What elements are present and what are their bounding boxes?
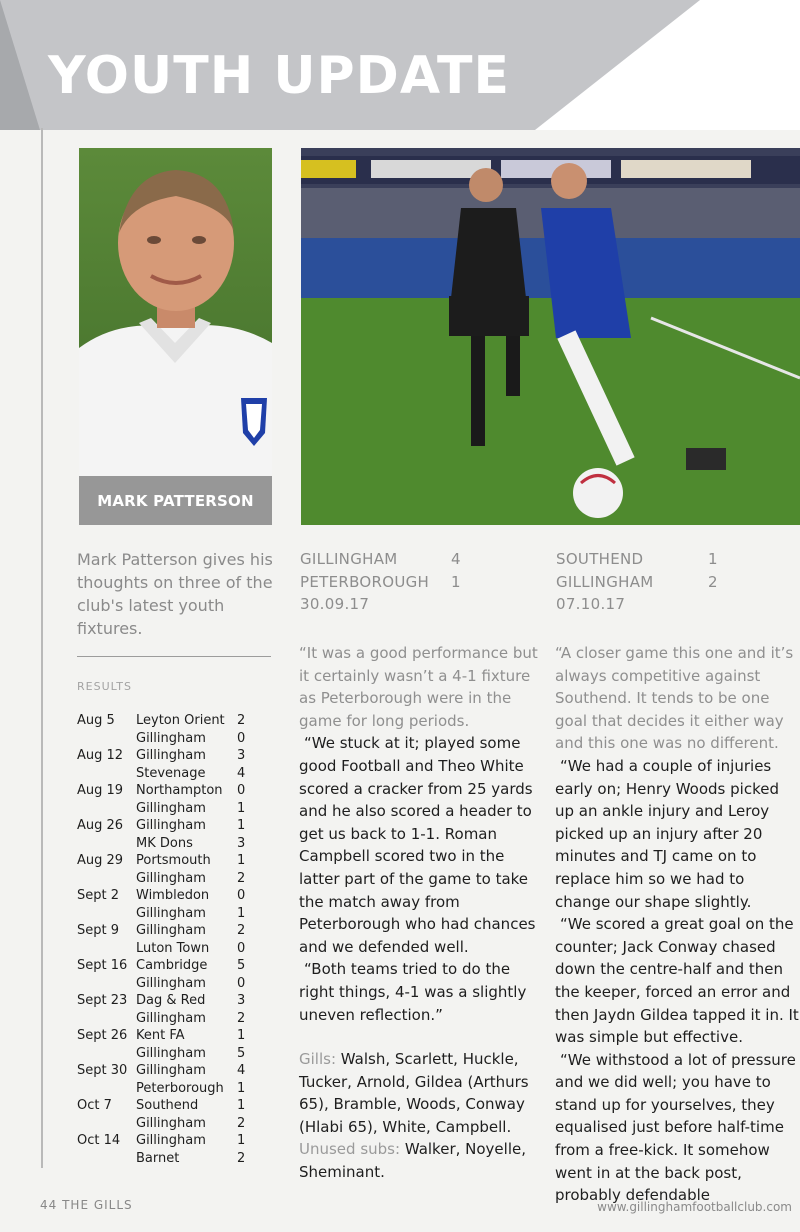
result-row xyxy=(77,887,277,905)
fixture2-home-score: 1 xyxy=(708,550,718,568)
result-row xyxy=(77,922,277,940)
result-away-team: Gillingham xyxy=(136,1115,206,1131)
fixture1-lineup xyxy=(299,1048,547,1184)
result-away-score: 1 xyxy=(237,800,246,816)
result-away-team: Gillingham xyxy=(136,800,206,816)
fixture1-away-team: PETERBOROUGH xyxy=(300,572,430,591)
website-url: www.gillinghamfootballclub.com xyxy=(597,1200,792,1214)
result-home-team: Kent FA xyxy=(136,1028,185,1043)
fixture1-lead-quote: “It was a good performance but it certainly wasn’t a 4-1 fixture as Peterborough were in the game for long periods. xyxy=(299,644,538,730)
result-row-away xyxy=(77,1080,277,1098)
result-home-score: 1 xyxy=(237,1028,246,1043)
fixture2-header xyxy=(556,548,726,613)
result-away-score: 0 xyxy=(237,975,246,991)
result-row xyxy=(77,747,277,765)
result-date: Aug 19 xyxy=(77,783,124,798)
result-row xyxy=(77,1027,277,1045)
page-title: YOUTH UPDATE xyxy=(48,46,511,106)
intro-text: Mark Patterson gives his thoughts on three of the club's latest youth fixtures. xyxy=(77,550,273,638)
result-away-team: Barnet xyxy=(136,1150,180,1166)
result-row xyxy=(77,1132,277,1150)
result-away-score: 4 xyxy=(237,765,246,781)
result-row-away xyxy=(77,975,277,993)
result-row xyxy=(77,1062,277,1080)
result-home-score: 3 xyxy=(237,748,246,763)
result-home-team: Northampton xyxy=(136,783,223,798)
fixture1-header xyxy=(300,548,470,613)
result-row xyxy=(77,712,277,730)
mark-patterson-photo xyxy=(79,148,272,525)
result-away-score: 5 xyxy=(237,1045,246,1061)
result-row xyxy=(77,817,277,835)
result-home-score: 3 xyxy=(237,993,246,1008)
result-home-team: Dag & Red xyxy=(136,993,206,1008)
fixture2-date: 07.10.17 xyxy=(556,595,626,613)
result-row-away xyxy=(77,940,277,958)
result-away-score: 1 xyxy=(237,1080,246,1096)
result-away-team: Stevenage xyxy=(136,765,206,781)
result-row xyxy=(77,852,277,870)
result-date: Sept 26 xyxy=(77,1028,128,1043)
result-home-team: Wimbledon xyxy=(136,888,210,903)
result-row xyxy=(77,957,277,975)
result-row-away xyxy=(77,905,277,923)
result-away-score: 2 xyxy=(237,1115,246,1131)
result-away-team: Gillingham xyxy=(136,1045,206,1061)
result-date: Aug 5 xyxy=(77,713,115,728)
result-away-score: 0 xyxy=(237,940,246,956)
result-date: Oct 14 xyxy=(77,1133,121,1148)
unused-subs-label: Unused subs: xyxy=(299,1140,401,1159)
result-date: Sept 2 xyxy=(77,888,120,903)
result-home-team: Cambridge xyxy=(136,958,208,973)
left-margin-rule xyxy=(41,128,43,1168)
result-home-team: Gillingham xyxy=(136,818,206,833)
result-row xyxy=(77,782,277,800)
result-home-team: Gillingham xyxy=(136,923,206,938)
gills-lineup: Walsh, Scarlett, Huckle, Tucker, Arnold, Gildea (Arthurs 65), Bramble, Woods, Conway (Hlabi 65), White, Campbell. xyxy=(299,1050,529,1136)
fixture2-lead-quote: “A closer game this one and it’s always competitive against Southend. It tends to be one goal that decides it either way and this one was no different. xyxy=(555,644,794,753)
result-home-team: Gillingham xyxy=(136,1063,206,1078)
result-date: Sept 9 xyxy=(77,923,120,938)
result-away-team: Luton Town xyxy=(136,940,210,956)
result-home-score: 0 xyxy=(237,888,246,903)
result-away-team: Gillingham xyxy=(136,905,206,921)
result-home-score: 0 xyxy=(237,783,246,798)
result-home-team: Leyton Orient xyxy=(136,713,225,728)
result-away-team: Gillingham xyxy=(136,975,206,991)
result-home-score: 1 xyxy=(237,1133,246,1148)
result-row xyxy=(77,992,277,1010)
fixture2-paragraph-3: “We withstood a lot of pressure and we did well; you have to stand up for yourselves, they equalised just before half-time from a free-kick. It somehow went in at the back post, probably defendable xyxy=(555,1050,796,1205)
result-date: Aug 26 xyxy=(77,818,124,833)
fixture2-paragraph-1: “We had a couple of injuries early on; Henry Woods picked up an ankle injury and Leroy picked up an injury after 20 minutes and TJ came on to replace him so we had to change our shape slightly. xyxy=(555,756,779,911)
result-away-score: 1 xyxy=(237,905,246,921)
result-away-score: 2 xyxy=(237,1010,246,1026)
result-date: Aug 29 xyxy=(77,853,124,868)
result-away-score: 2 xyxy=(237,870,246,886)
page-number: 44 THE GILLS xyxy=(40,1198,133,1212)
fixture2-report xyxy=(555,642,799,1205)
result-away-team: Gillingham xyxy=(136,870,206,886)
result-away-team: Gillingham xyxy=(136,1010,206,1026)
result-home-team: Gillingham xyxy=(136,1133,206,1148)
result-away-score: 0 xyxy=(237,730,246,746)
fixture1-report xyxy=(299,642,547,1184)
fixture1-paragraph-1: “We stuck at it; played some good Football and Theo White scored a cracker from 25 yards and he also scored a header to get us back to 1-1. Roman Campbell scored two in the latter part of the game to take the match away from Peterborough who had chances and we defended well. xyxy=(299,734,536,956)
result-row-away xyxy=(77,1045,277,1063)
fixture1-paragraph-2: “Both teams tried to do the right things, 4-1 was a slightly uneven reflection.” xyxy=(299,960,527,1024)
result-home-score: 1 xyxy=(237,853,246,868)
result-row-away xyxy=(77,835,277,853)
result-away-score: 2 xyxy=(237,1150,246,1166)
result-away-team: MK Dons xyxy=(136,835,193,851)
intro-divider xyxy=(77,656,271,657)
fixture1-home-score: 4 xyxy=(451,550,461,568)
result-row-away xyxy=(77,1010,277,1028)
result-date: Sept 16 xyxy=(77,958,128,973)
result-row xyxy=(77,1097,277,1115)
fixture2-away-score: 2 xyxy=(708,572,718,591)
gills-label: Gills: xyxy=(299,1050,336,1069)
result-date: Sept 30 xyxy=(77,1063,128,1078)
result-away-team: Peterborough xyxy=(136,1080,224,1096)
result-home-score: 1 xyxy=(237,1098,246,1113)
results-heading: RESULTS xyxy=(77,680,132,693)
fixture2-away-team: GILLINGHAM xyxy=(556,572,654,591)
match-action-photo xyxy=(301,148,800,525)
result-row-away xyxy=(77,1115,277,1133)
result-date: Aug 12 xyxy=(77,748,124,763)
result-home-score: 2 xyxy=(237,713,246,728)
fixture1-away-score: 1 xyxy=(451,572,461,591)
result-date: Oct 7 xyxy=(77,1098,112,1113)
fixture2-paragraph-2: “We scored a great goal on the counter; Jack Conway chased down the centre-half and then the keeper, forced an error and then Jaydn Gildea tapped it in. It was simple but effective. xyxy=(555,915,799,1047)
result-away-score: 3 xyxy=(237,835,246,851)
result-home-team: Southend xyxy=(136,1098,199,1113)
fixture1-home-team: GILLINGHAM xyxy=(300,550,398,568)
result-home-score: 5 xyxy=(237,958,246,973)
result-date: Sept 23 xyxy=(77,993,128,1008)
result-row-away xyxy=(77,870,277,888)
result-row-away xyxy=(77,800,277,818)
result-home-team: Gillingham xyxy=(136,748,206,763)
unused-subs: Walker, Noyelle, Sheminant. xyxy=(299,1140,526,1182)
result-away-team: Gillingham xyxy=(136,730,206,746)
result-home-score: 2 xyxy=(237,923,246,938)
result-home-score: 1 xyxy=(237,818,246,833)
fixture1-date: 30.09.17 xyxy=(300,595,370,613)
fixture2-home-team: SOUTHEND xyxy=(556,550,644,568)
results-table xyxy=(77,712,277,1167)
result-row-away xyxy=(77,730,277,748)
result-row-away xyxy=(77,765,277,783)
portrait-name-caption: MARK PATTERSON xyxy=(79,476,272,525)
result-home-score: 4 xyxy=(237,1063,246,1078)
result-row-away xyxy=(77,1150,277,1168)
result-home-team: Portsmouth xyxy=(136,853,211,868)
